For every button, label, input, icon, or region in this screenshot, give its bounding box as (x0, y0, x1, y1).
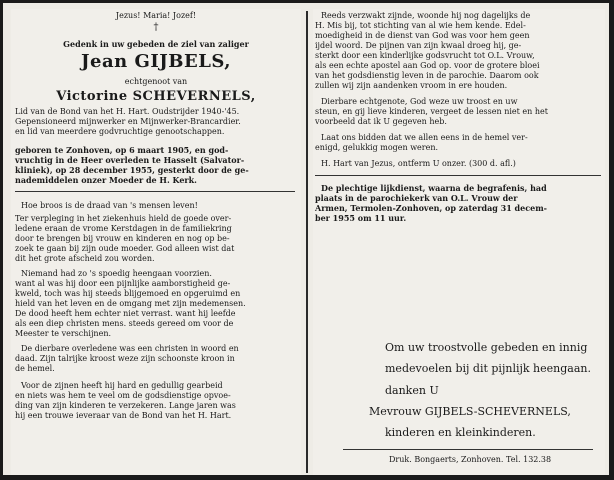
membership-line: Gepensioneerd mijnwerker en Mijnwerker-Brancardier. (15, 117, 241, 126)
invocation: Jezus! Maria! Jozef! (115, 11, 197, 20)
text-line: want al was hij door een pijnlijke aamborstigheid ge- (15, 279, 231, 288)
funeral-line: Armen, Termolen-Zonhoven, op zaterdag 31 decem- (315, 203, 547, 213)
divider-line (15, 191, 295, 192)
divider-line (315, 175, 601, 176)
right-panel (313, 9, 605, 475)
text-line: H. Mis bij, tot stichting van al wie hem kende. Edel- (315, 21, 526, 30)
text-line: zoek te gaan bij zijn oude moeder. God alleen wist dat (15, 244, 235, 253)
text-line: De dierbare overledene was een christen in woord en (21, 344, 239, 353)
printer-line: Druk. Bongaerts, Zonhoven. Tel. 132.38 (389, 455, 552, 464)
text-line: van het godsdienstig leven in de parochie. Daarom ook (315, 71, 539, 80)
spouse-name: Victorine SCHEVERNELS, (56, 89, 256, 104)
thanks-line: kinderen en kleinkinderen. (385, 426, 536, 439)
memorial-card (3, 3, 609, 475)
membership-line: Lid van de Bond van het H. Hart. Oudstrijder 1940-'45. (15, 107, 240, 116)
text-line: moedigheid in de dienst van God was voor hem geen (315, 31, 530, 40)
intro-line: Gedenk in uw gebeden de ziel van zaliger (63, 39, 249, 49)
text-line: enigd, gelukkig mogen weren. (315, 143, 439, 152)
text-line: Niemand had zo 's spoedig heengaan voorzien. (21, 269, 212, 278)
dates-line: geboren te Zonhoven, op 6 maart 1905, en god- (15, 145, 229, 155)
text-line: steun, en gij lieve kinderen, vergeet de lessen niet en het (315, 107, 548, 116)
funeral-line: plaats in de parochiekerk van O.L. Vrouw der (315, 193, 518, 203)
text-line: Meester te verschijnen. (15, 329, 112, 338)
text-line: kweld, toch was hij steeds blijgemoed en opgeruimd en (15, 289, 241, 298)
text-line: daad. Zijn talrijke kroost weze zijn schoonste kroon in (15, 354, 235, 363)
membership-line: en lid van meerdere godvruchtige genootschappen. (15, 127, 225, 136)
text-line: sterkt door een kinderlijke godsvrucht tot O.L. Vrouw, (315, 51, 535, 60)
cross-symbol: † (153, 22, 159, 33)
text-line: Reeds verzwakt zijnde, woonde hij nog dagelijks de (321, 11, 531, 20)
prayer-line: H. Hart van Jezus, ontferm U onzer. (300 d. afl.) (321, 159, 516, 168)
text-line: door te brengen bij vrouw en kinderen en nog op be- (15, 234, 230, 243)
text-line: de hemel. (15, 364, 55, 373)
deceased-name: Jean GIJBELS, (80, 51, 231, 72)
text-line: Laat ons bidden dat we allen eens in de hemel ver- (321, 133, 528, 142)
text-line: en niets was hem te veel om de godsdienstige opvoe- (15, 391, 231, 400)
left-panel (11, 9, 301, 475)
text-line: hield van het leven en de omgang met zijn medemensen. (15, 299, 246, 308)
text-line: Ter verpleging in het ziekenhuis hield de goede over- (15, 214, 232, 223)
dates-line: vruchtig in de Heer overleden te Hasselt (Salvator- (15, 155, 245, 165)
thanks-line: medevoelen bij dit pijnlijk heengaan. (385, 362, 591, 375)
thanks-line: Mevrouw GIJBELS-SCHEVERNELS, (369, 405, 571, 418)
text-line: Voor de zijnen heeft hij hard en gedullig gearbeid (21, 381, 223, 390)
text-line: ding van zijn kinderen te verzekeren. Lange jaren was (15, 401, 236, 410)
text-line: ledene eraan de vrome Kerstdagen in de familiekring (15, 224, 232, 233)
divider-line (343, 449, 593, 450)
text-line: als een echte apostel aan God op. voor de grotere bloei (315, 61, 540, 70)
text-line: Dierbare echtgenote, God weze uw troost en uw (321, 97, 518, 106)
text-line: als een diep christen mens. steeds gereed om voor de (15, 319, 234, 328)
dates-line: kliniek), op 28 december 1955, gesterkt door de ge- (15, 165, 249, 175)
spouse-label: echtgenoot van (124, 77, 188, 86)
funeral-line: ber 1955 om 11 uur. (315, 213, 407, 223)
text-line: zullen wij zijn aandenken vroom in ere houden. (315, 81, 508, 90)
text-line: voorbeeld dat ik U gegeven heb. (315, 117, 447, 126)
text-line: Hoe broos is de draad van 's mensen leven! (21, 201, 198, 210)
thanks-line: danken U (385, 384, 439, 397)
dates-line: nademiddelen onzer Moeder de H. Kerk. (15, 175, 197, 185)
text-line: hij een trouwe ieveraar van de Bond van het H. Hart. (15, 411, 232, 420)
text-line: ijdel woord. De pijnen van zijn kwaal droeg hij, ge- (315, 41, 522, 50)
center-divider (306, 11, 308, 473)
text-line: dit het grote afscheid zou worden. (15, 254, 155, 263)
text-line: De dood heeft hem echter niet verrast. want hij leefde (15, 309, 236, 318)
thanks-line: Om uw troostvolle gebeden en innig (385, 341, 588, 354)
funeral-line: De plechtige lijkdienst, waarna de begrafenis, had (321, 183, 547, 193)
